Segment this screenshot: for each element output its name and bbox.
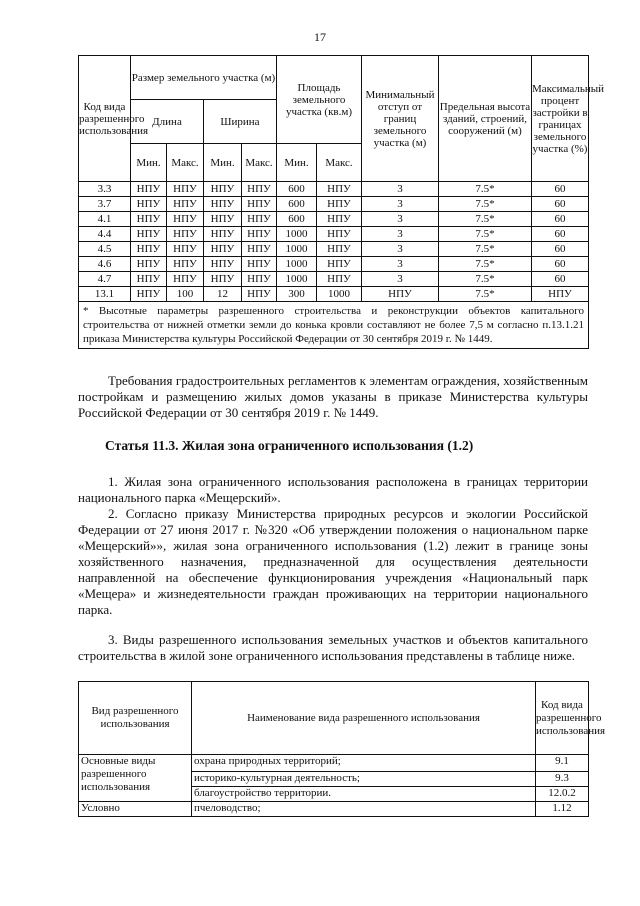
header-use-name: Наименование вида разрешенного использования — [192, 682, 536, 755]
table-cell: 1000 — [317, 287, 362, 302]
table-cell: 4.4 — [79, 227, 131, 242]
page-number: 17 — [314, 30, 326, 44]
table-cell: НПУ — [131, 182, 167, 197]
table-row — [79, 272, 589, 287]
table-cell: 4.5 — [79, 242, 131, 257]
paragraph-3: 3. Виды разрешенного использования земельных участков и объектов капитального строительства в жилой зоне ограниченного использования представлены в таблице ниже. — [78, 632, 588, 663]
table-cell: 60 — [532, 272, 589, 287]
table-cell: НПУ — [204, 242, 242, 257]
paragraph-1: 1. Жилая зона ограниченного использования расположена в границах территории национального парка «Мещерский». — [78, 474, 588, 505]
table-row — [79, 287, 589, 302]
table-cell: НПУ — [242, 287, 277, 302]
table-cell: 4.7 — [79, 272, 131, 287]
table-cell: НПУ — [242, 242, 277, 257]
table-cell: 7.5* — [439, 287, 532, 302]
table-cell: НПУ — [167, 182, 204, 197]
table-cell: 4.6 — [79, 257, 131, 272]
header-length-min: Мин. — [131, 144, 167, 182]
table-cell: НПУ — [131, 242, 167, 257]
header-coverage: Максимальный процент застройки в границах земельного участка (%) — [532, 56, 589, 182]
table-cell: 7.5* — [439, 227, 532, 242]
table-note: * Высотные параметры разрешенного строительства и реконструкции объектов капитального строительства от нижней отметки земли до конька кровли составляют не более 7,5 м согласно п.13.1.21 приказа Министерства культуры Российской Федерации от 30 сентября 2019 г. № 1449. — [79, 302, 589, 349]
header-area-min: Мин. — [277, 144, 317, 182]
table-cell: НПУ — [167, 227, 204, 242]
table-cell: НПУ — [242, 197, 277, 212]
table-cell: НПУ — [131, 287, 167, 302]
table-cell: 7.5* — [439, 257, 532, 272]
table-cell: 7.5* — [439, 197, 532, 212]
table-cell: 300 — [277, 287, 317, 302]
table-row — [79, 242, 589, 257]
table-cell: НПУ — [204, 272, 242, 287]
table-cell: 60 — [532, 212, 589, 227]
header-length-max: Макс. — [167, 144, 204, 182]
table-cell: НПУ — [204, 197, 242, 212]
table-cell: НПУ — [167, 257, 204, 272]
table-cell: НПУ — [131, 212, 167, 227]
header-setback: Минимальный отступ от границ земельного участка (м) — [362, 56, 439, 182]
table-cell: НПУ — [204, 257, 242, 272]
header-width-max: Макс. — [242, 144, 277, 182]
group-conditional: Условно — [79, 802, 192, 817]
table-cell: НПУ — [317, 212, 362, 227]
table-cell: НПУ — [317, 272, 362, 287]
table-cell: НПУ — [317, 227, 362, 242]
table-row — [79, 182, 589, 197]
table-cell: 1000 — [277, 242, 317, 257]
table-cell: НПУ — [131, 227, 167, 242]
use-name: охрана природных территорий; — [192, 755, 536, 772]
table-cell: 7.5* — [439, 182, 532, 197]
table-row — [79, 212, 589, 227]
table-cell: 12 — [204, 287, 242, 302]
use-name: благоустройство территории. — [192, 787, 536, 802]
table-cell: 3 — [362, 242, 439, 257]
header-code: Код вида разрешенного использования — [79, 56, 131, 182]
table-cell: НПУ — [242, 182, 277, 197]
table-cell: 1000 — [277, 272, 317, 287]
group-main: Основные виды разрешенного использования — [79, 755, 192, 802]
table-cell: 3.7 — [79, 197, 131, 212]
header-width: Ширина — [204, 100, 277, 144]
use-name: пчеловодство; — [192, 802, 536, 817]
table-cell: НПУ — [167, 197, 204, 212]
header-area: Площадь земельного участка (кв.м) — [277, 56, 362, 144]
use-name: историко-культурная деятельность; — [192, 772, 536, 787]
table-cell: 100 — [167, 287, 204, 302]
parameters-table — [78, 55, 605, 349]
table-cell: НПУ — [131, 257, 167, 272]
table-cell: 600 — [277, 212, 317, 227]
header-width-min: Мин. — [204, 144, 242, 182]
table-cell: НПУ — [317, 182, 362, 197]
use-code: 1.12 — [536, 802, 589, 817]
table-cell: 1000 — [277, 227, 317, 242]
header-height: Предельная высота зданий, строений, сооружений (м) — [439, 56, 532, 182]
table-cell: 7.5* — [439, 242, 532, 257]
table-cell: 1000 — [277, 257, 317, 272]
table-cell: 60 — [532, 197, 589, 212]
paragraph-fence: Требования градостроительных регламентов к элементам ограждения, хозяйственным постройкам и размещению жилых домов указаны в приказе Министерства культуры Российской Федерации от 30 сентября 2019 г. № 1449. — [78, 373, 588, 420]
header-use-code: Код вида разрешенного использования — [536, 682, 589, 755]
table-cell: НПУ — [167, 272, 204, 287]
table-cell: НПУ — [131, 197, 167, 212]
table-cell: 3.3 — [79, 182, 131, 197]
table-cell: НПУ — [167, 212, 204, 227]
table-cell: НПУ — [204, 212, 242, 227]
table-cell: 60 — [532, 182, 589, 197]
article-heading: Статья 11.3. Жилая зона ограниченного использования (1.2) — [105, 438, 474, 453]
table-cell: 600 — [277, 197, 317, 212]
table-cell: 4.1 — [79, 212, 131, 227]
table-cell: НПУ — [167, 242, 204, 257]
table-cell: НПУ — [317, 257, 362, 272]
header-length: Длина — [131, 100, 204, 144]
table-cell: НПУ — [317, 242, 362, 257]
table-cell: НПУ — [131, 272, 167, 287]
table-cell: 60 — [532, 242, 589, 257]
table-cell: 3 — [362, 182, 439, 197]
table-cell: 3 — [362, 272, 439, 287]
table-cell: 60 — [532, 257, 589, 272]
table-cell: 60 — [532, 227, 589, 242]
table-cell: 7.5* — [439, 272, 532, 287]
use-code: 9.1 — [536, 755, 589, 772]
table-row — [79, 227, 589, 242]
table-cell: 13.1 — [79, 287, 131, 302]
table-row — [79, 257, 589, 272]
table-cell: НПУ — [362, 287, 439, 302]
table-cell: 3 — [362, 227, 439, 242]
header-use-type: Вид разрешенного использования — [79, 682, 192, 755]
table-cell: 7.5* — [439, 212, 532, 227]
use-code: 9.3 — [536, 772, 589, 787]
paragraph-2: 2. Согласно приказу Министерства природных ресурсов и экологии Российской Федерации от 27 июня 2017 г. №320 «Об утверждении положения о национальном парке «Мещерский»», жилая зона ограниченного использования (1.2) лежит в границе зоны хозяйственного назначения, предназначенной для осуществления деятельности направленной на обеспечение функционирования учреждения «Национальный парк «Мещера» и жизнедеятельности граждан проживающих на территории национального парка. — [78, 506, 588, 617]
table-cell: НПУ — [242, 227, 277, 242]
table-cell: НПУ — [204, 182, 242, 197]
table-cell: 3 — [362, 212, 439, 227]
table-cell: НПУ — [317, 197, 362, 212]
table-cell: НПУ — [204, 227, 242, 242]
use-code: 12.0.2 — [536, 787, 589, 802]
header-size: Размер земельного участка (м) — [131, 56, 277, 100]
table-cell: 3 — [362, 197, 439, 212]
table-cell: НПУ — [242, 272, 277, 287]
table-cell: НПУ — [532, 287, 589, 302]
table-cell: НПУ — [242, 212, 277, 227]
header-area-max: Макс. — [317, 144, 362, 182]
table-cell: 600 — [277, 182, 317, 197]
table-row — [79, 197, 589, 212]
table-cell: 3 — [362, 257, 439, 272]
table-cell: НПУ — [242, 257, 277, 272]
use-types-table — [78, 681, 606, 817]
